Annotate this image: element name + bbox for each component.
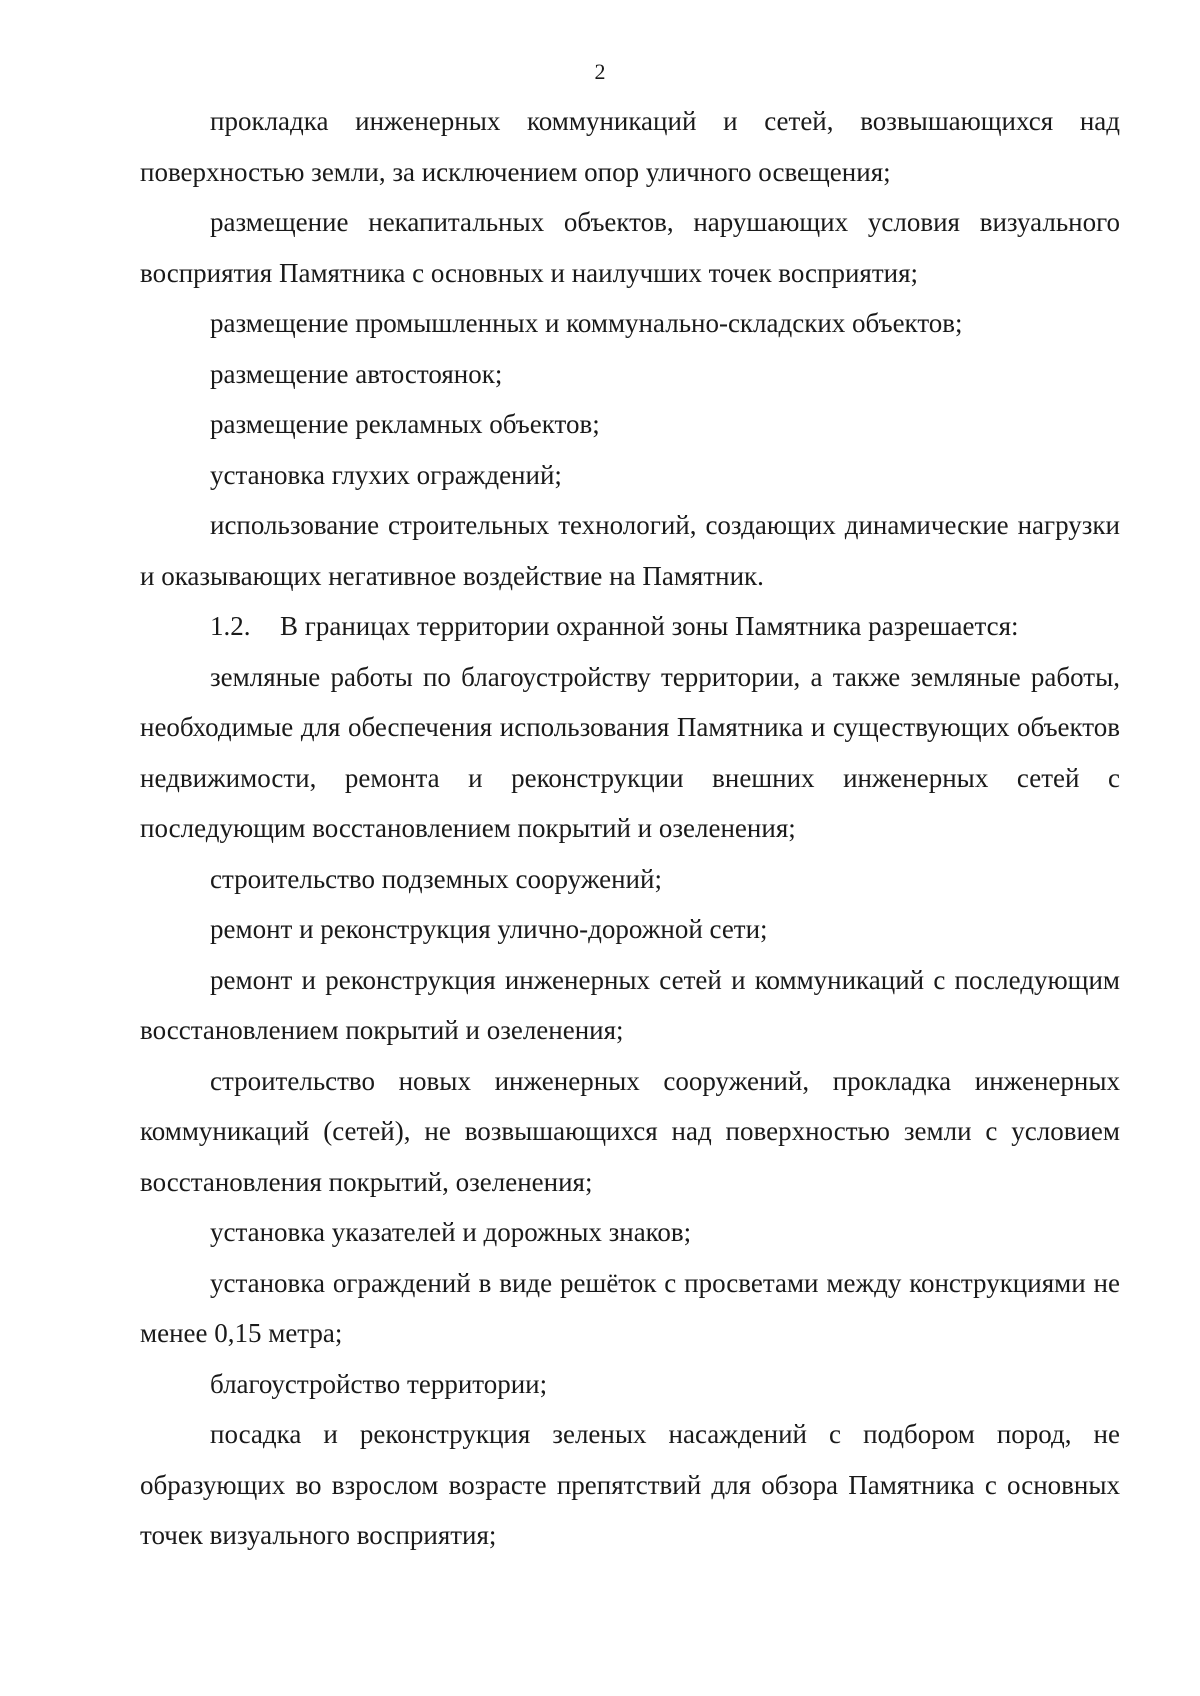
- page-number: 2: [594, 59, 606, 84]
- section-heading: [140, 601, 1120, 652]
- document-body: [140, 96, 1120, 1561]
- prohibition-item-advertising: размещение рекламных объектов;: [210, 409, 600, 439]
- permission-item-earthworks: земляные работы по благоустройству территории, а также земляные работы, необходимые для обеспечения использования Памятника и существующих объектов недвижимости, ремонта и реконструкции внешних инженерных сетей с последующим восстановлением покрытий и озеленения;: [140, 661, 1120, 843]
- permission-item-road-network: ремонт и реконструкция улично-дорожной сети;: [210, 914, 768, 944]
- permission-item-lattice-fences: установка ограждений в виде решёток с просветами между конструкциями не менее 0,15 метра;: [140, 1267, 1120, 1348]
- section-number: 1.2.: [210, 611, 251, 641]
- permission-item-road-signs: установка указателей и дорожных знаков;: [210, 1217, 692, 1247]
- prohibition-item-solid-fences: установка глухих ограждений;: [210, 459, 562, 490]
- permission-item-new-engineering: строительство новых инженерных сооружений, прокладка инженерных коммуникаций (сетей), не возвышающихся над поверхностью земли с условием восстановления покрытий, озеленения;: [140, 1065, 1120, 1197]
- prohibition-item-industrial-objects: размещение промышленных и коммунально-складских объектов;: [210, 308, 963, 338]
- permission-item-green-planting: посадка и реконструкция зеленых насаждений с подбором пород, не образующих во взрослом возрасте препятствий для обзора Памятника с основных точек визуального восприятия;: [140, 1419, 1120, 1550]
- permission-item-engineering-networks: ремонт и реконструкция инженерных сетей и коммуникаций с последующим восстановлением покрытий и озеленения;: [140, 964, 1120, 1045]
- prohibition-item-temporary-objects: размещение некапитальных объектов, нарушающих условия визуального восприятия Памятника с основных и наилучших точек восприятия;: [140, 207, 1120, 288]
- prohibition-item-parking: размещение автостоянок;: [210, 358, 503, 389]
- prohibition-item-utilities: прокладка инженерных коммуникаций и сетей, возвышающихся над поверхностью земли, за исключением опор уличного освещения;: [140, 106, 1120, 187]
- permission-item-underground: строительство подземных сооружений;: [210, 863, 662, 894]
- prohibition-item-dynamic-loads: использование строительных технологий, создающих динамические нагрузки и оказывающих негативное воздействие на Памятник.: [140, 510, 1120, 591]
- section-text: В границах территории охранной зоны Памятника разрешается:: [280, 611, 1019, 641]
- permission-item-landscaping: благоустройство территории;: [210, 1368, 548, 1399]
